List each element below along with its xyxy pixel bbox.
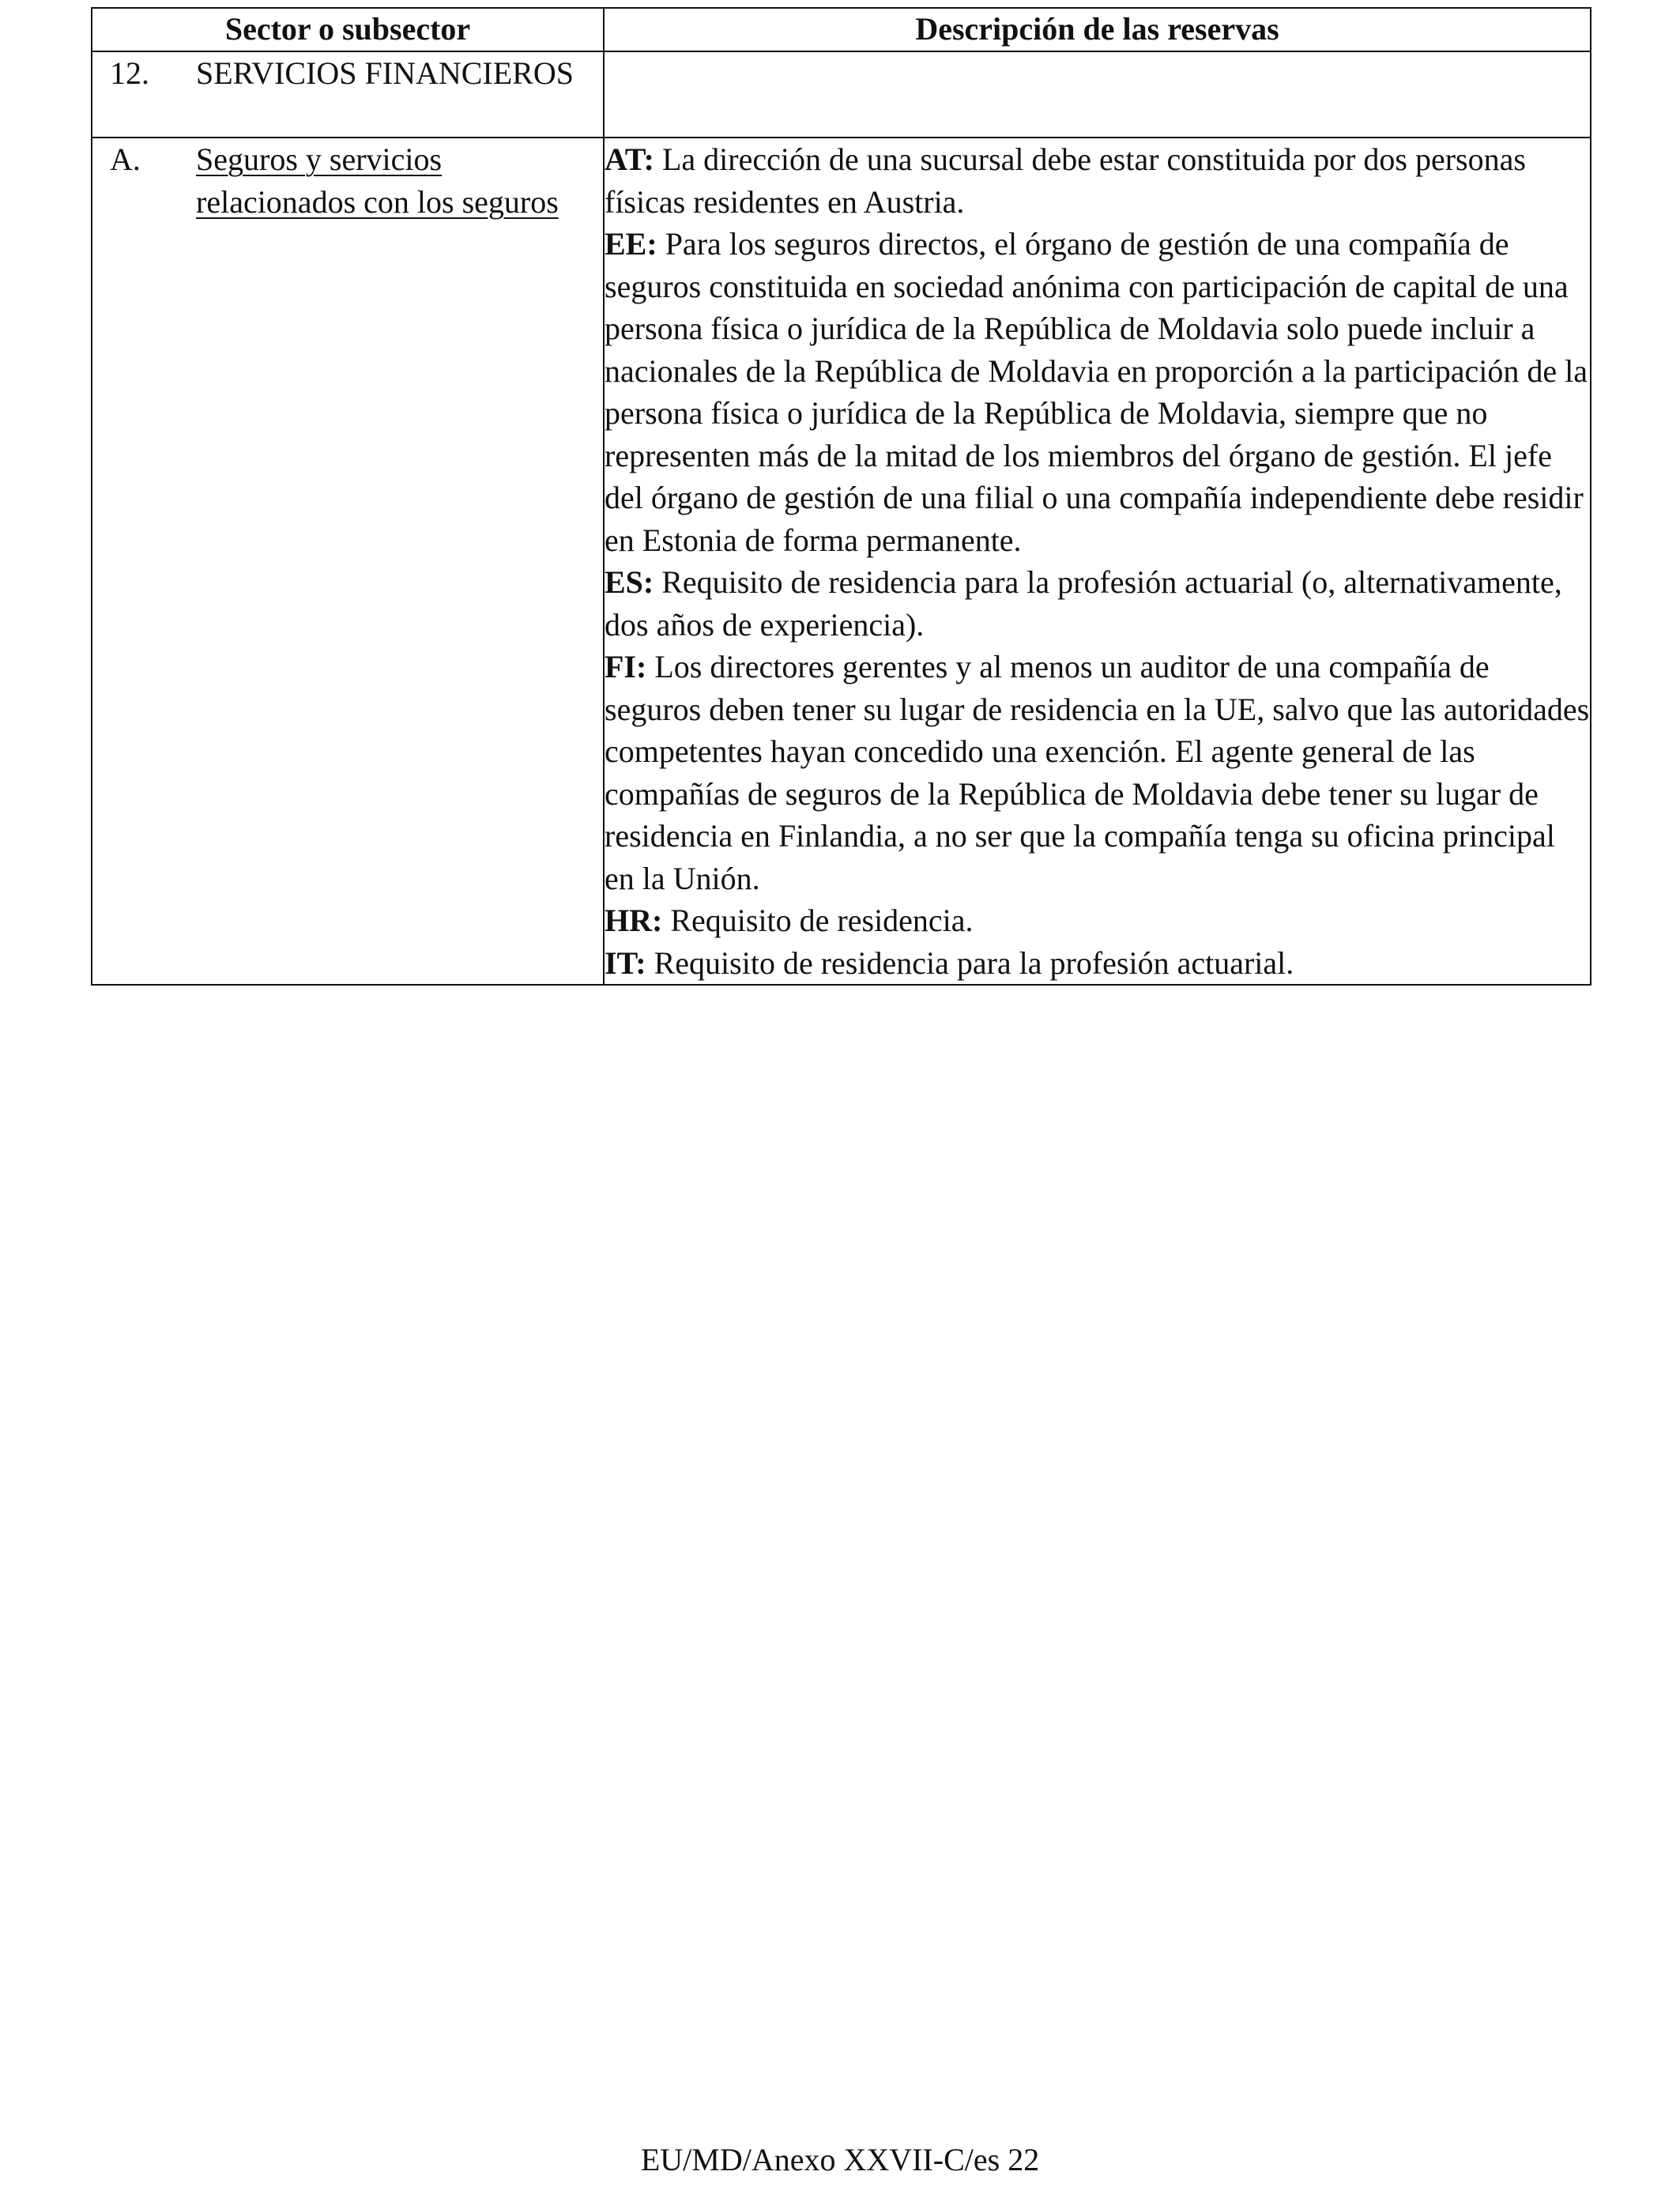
subsector-cell — [92, 138, 604, 985]
table-row-financial-services — [92, 51, 1591, 138]
reservations-table — [91, 7, 1591, 986]
reservation-text: Requisito de residencia. — [670, 903, 974, 938]
reservation-text: Requisito de residencia para la profesión actuarial (o, alternativamente, dos años de experiencia). — [605, 564, 1562, 643]
subsector-letter: A. — [110, 141, 141, 177]
reservation-text: La dirección de una sucursal debe estar constituida por dos personas físicas residentes en Austria. — [605, 141, 1526, 220]
country-code: FI: — [605, 649, 647, 684]
country-code: ES: — [605, 564, 654, 600]
subsector-title: Seguros y servicios relacionados con los seguros — [196, 141, 559, 220]
reservation-it — [605, 942, 1590, 985]
reservation-fi — [605, 646, 1590, 899]
table-header-row — [92, 8, 1591, 51]
country-code: IT: — [605, 944, 646, 981]
header-sector: Sector o subsector — [92, 8, 604, 51]
sector-cell — [92, 51, 604, 138]
reservation-es — [605, 561, 1590, 646]
reservation-text: Requisito de residencia para la profesión actuarial. — [654, 944, 1294, 981]
reservations-cell — [604, 138, 1591, 985]
reservation-ee — [605, 223, 1590, 561]
header-description: Descripción de las reservas — [604, 8, 1591, 51]
country-code: HR: — [605, 903, 663, 938]
reservation-at — [605, 138, 1590, 223]
reservation-hr — [605, 899, 1590, 942]
description-cell-empty — [604, 51, 1591, 138]
sector-number: 12. — [110, 55, 149, 91]
reservation-text: Para los seguros directos, el órgano de gestión de una compañía de seguros constituida en sociedad anónima con participación de capital de una persona física o jurídica de la República de Moldavia solo puede incluir a nacionales de la República de Moldavia en proporción a la participación de la persona física o jurídica de la República de Moldavia, siempre que no representen más de la mitad de los miembros del órgano de gestión. El jefe del órgano de gestión de una filial o una compañía independiente debe residir en Estonia de forma permanente. — [605, 226, 1588, 558]
country-code: EE: — [605, 226, 657, 262]
table-row-insurance — [92, 138, 1591, 985]
reservation-text: Los directores gerentes y al menos un auditor de una compañía de seguros deben tener su lugar de residencia en la UE, salvo que las autoridades competentes hayan concedido una exención. El agente general de las compañías de seguros de la República de Moldavia debe tener su lugar de residencia en Finlandia, a no ser que la compañía tenga su oficina principal en la Unión. — [605, 649, 1590, 896]
page-footer-reference: EU/MD/Anexo XXVII-C/es 22 — [640, 2142, 1040, 2177]
sector-title: SERVICIOS FINANCIEROS — [196, 55, 574, 91]
country-code: AT: — [605, 141, 654, 177]
